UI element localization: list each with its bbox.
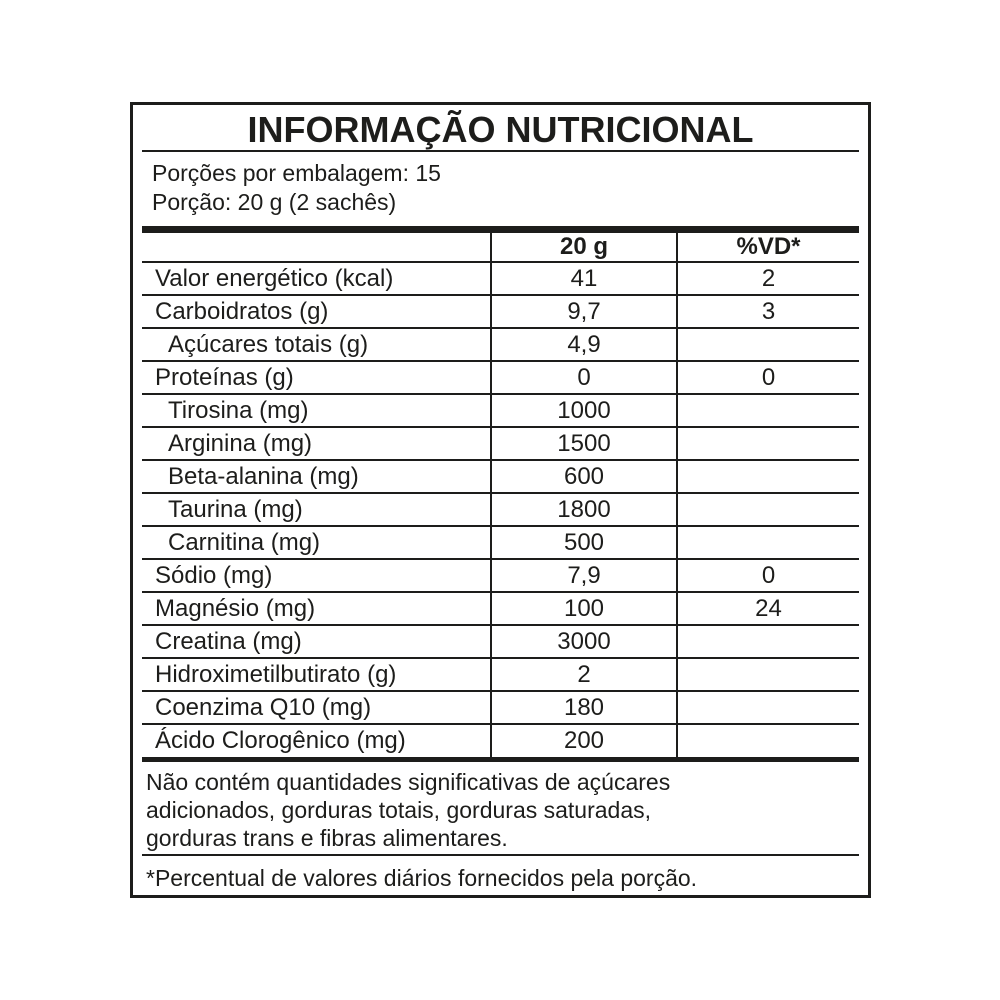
nutrient-label: Beta-alanina (mg) xyxy=(142,460,491,493)
nutrient-label: Valor energético (kcal) xyxy=(142,262,491,295)
header-nutrient-blank xyxy=(142,233,491,262)
nutrient-vd: 2 xyxy=(677,262,859,295)
header-daily-value: %VD* xyxy=(677,233,859,262)
nutrient-vd xyxy=(677,427,859,460)
table-row xyxy=(142,427,859,460)
nutrient-amount: 3000 xyxy=(491,625,677,658)
table-row xyxy=(142,724,859,757)
nutrient-vd: 0 xyxy=(677,361,859,394)
nutrient-vd xyxy=(677,658,859,691)
nutrient-vd: 0 xyxy=(677,559,859,592)
nutrient-amount: 100 xyxy=(491,592,677,625)
nutrient-vd xyxy=(677,328,859,361)
nutrient-amount: 7,9 xyxy=(491,559,677,592)
nutrient-amount: 41 xyxy=(491,262,677,295)
nutrient-vd xyxy=(677,691,859,724)
servings-per-package: Porções por embalagem: 15 xyxy=(152,160,441,186)
nutrient-amount: 200 xyxy=(491,724,677,757)
nutrient-label: Ácido Clorogênico (mg) xyxy=(155,727,406,754)
table-header-row xyxy=(142,233,859,262)
nutrient-label: Magnésio (mg) xyxy=(142,592,491,625)
nutrient-vd xyxy=(677,394,859,427)
table-row xyxy=(142,460,859,493)
nutrient-amount: 500 xyxy=(491,526,677,559)
nutrient-vd: 24 xyxy=(677,592,859,625)
nutrient-label: Tirosina (mg) xyxy=(142,394,491,427)
no-significant-note-line: Não contém quantidades significativas de açúcares xyxy=(146,769,671,795)
nutrient-amount: 9,7 xyxy=(491,295,677,328)
nutrient-vd xyxy=(677,526,859,559)
nutrient-label: Arginina (mg) xyxy=(142,427,491,460)
table-row xyxy=(142,691,859,724)
nutrient-amount: 180 xyxy=(491,691,677,724)
nutrient-amount: 1000 xyxy=(491,394,677,427)
table-row xyxy=(142,262,859,295)
no-significant-note-line: adicionados, gorduras totais, gorduras saturadas, xyxy=(146,797,652,823)
nutrient-amount: 1500 xyxy=(491,427,677,460)
nutrient-label: Carnitina (mg) xyxy=(142,526,491,559)
nutrient-label: Taurina (mg) xyxy=(142,493,491,526)
serving-size: Porção: 20 g (2 sachês) xyxy=(152,189,397,215)
nutrient-vd xyxy=(677,724,859,757)
table-row xyxy=(142,658,859,691)
nutrient-label: Sódio (mg) xyxy=(142,559,491,592)
table-row xyxy=(142,526,859,559)
table-row xyxy=(142,328,859,361)
nutrient-label: Carboidratos (g) xyxy=(142,295,491,328)
table-row xyxy=(142,394,859,427)
table-row xyxy=(142,295,859,328)
nutrition-label xyxy=(130,102,871,898)
nutrient-label: Creatina (mg) xyxy=(142,625,491,658)
no-significant-note-line: gorduras trans e fibras alimentares. xyxy=(146,825,508,851)
table-row xyxy=(142,592,859,625)
serving-info xyxy=(142,152,859,226)
nutrient-label: Açúcares totais (g) xyxy=(142,328,491,361)
nutrient-vd xyxy=(677,493,859,526)
nutrient-vd xyxy=(677,625,859,658)
table-row xyxy=(142,559,859,592)
table-row xyxy=(142,625,859,658)
nutrient-amount: 1800 xyxy=(491,493,677,526)
no-significant-note xyxy=(142,762,859,854)
nutrient-amount: 0 xyxy=(491,361,677,394)
divider-thick-top xyxy=(142,226,859,233)
table-body xyxy=(142,262,859,757)
table-row xyxy=(142,361,859,394)
header-amount: 20 g xyxy=(491,233,677,262)
nutrient-amount: 2 xyxy=(491,658,677,691)
nutrient-label: Hidroximetilbutirato (g) xyxy=(142,658,491,691)
nutrient-vd xyxy=(677,460,859,493)
nutrient-amount: 600 xyxy=(491,460,677,493)
daily-value-footnote: *Percentual de valores diários fornecidos pela porção. xyxy=(146,865,698,891)
table-row xyxy=(142,493,859,526)
nutrient-vd: 3 xyxy=(677,295,859,328)
nutrient-label: Proteínas (g) xyxy=(142,361,491,394)
nutrient-label: Coenzima Q10 (mg) xyxy=(142,691,491,724)
nutrient-amount: 4,9 xyxy=(491,328,677,361)
nutrition-table xyxy=(142,233,859,757)
label-title: INFORMAÇÃO NUTRICIONAL xyxy=(142,105,859,152)
